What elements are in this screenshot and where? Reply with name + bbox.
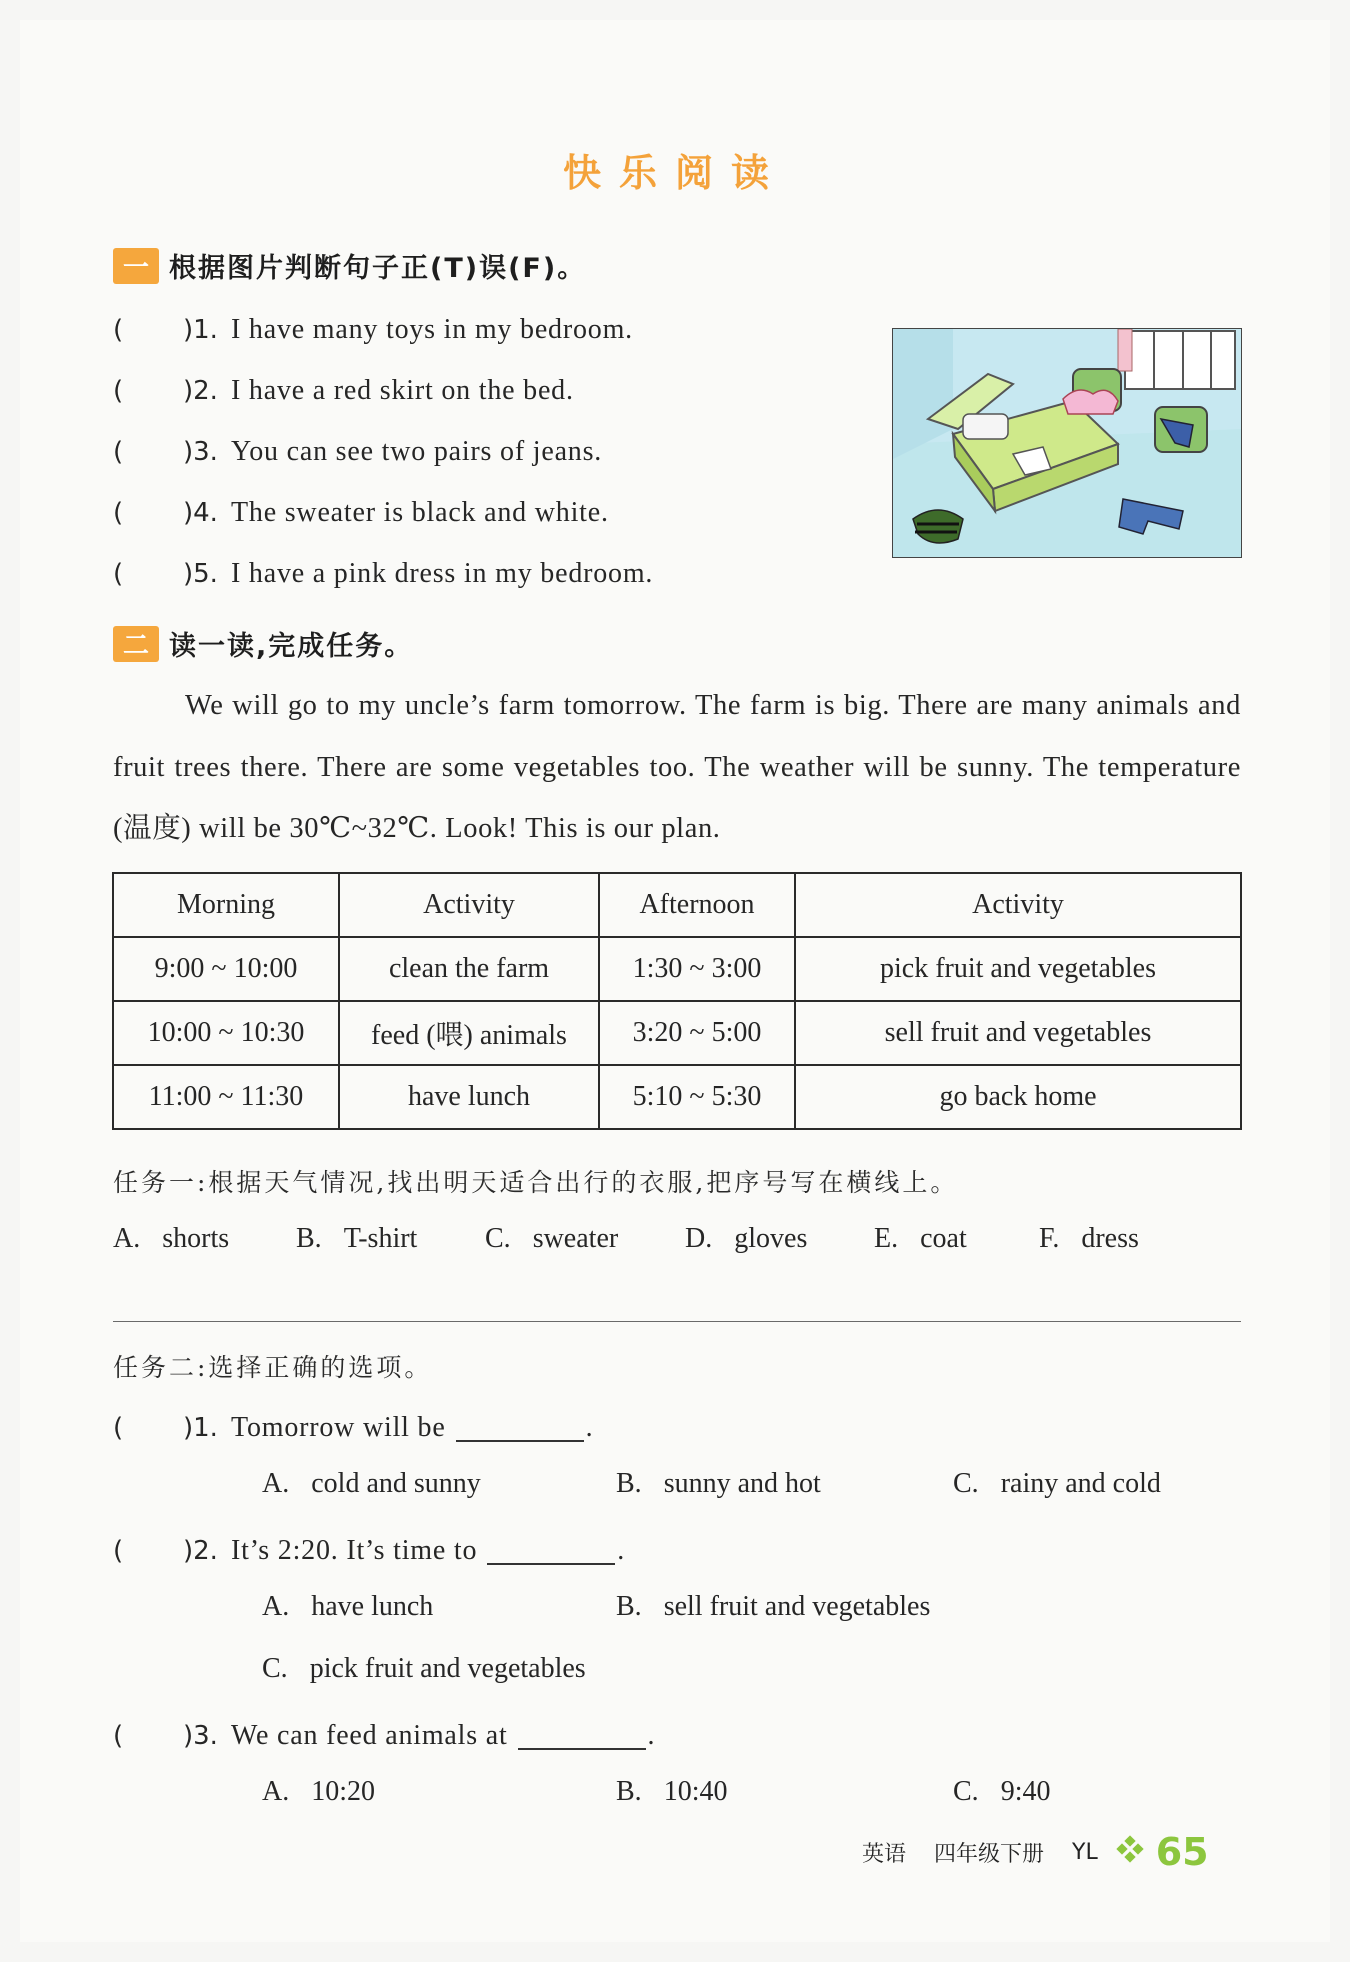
table-cell: go back home — [795, 1065, 1241, 1129]
question-text: You can see two pairs of jeans. — [231, 436, 603, 467]
page-footer — [862, 1830, 1209, 1874]
answer-blank[interactable]: ( — [113, 498, 124, 528]
section-2-header — [113, 624, 413, 663]
option-text: coat — [920, 1223, 967, 1254]
answer-blank[interactable]: ( — [113, 1536, 124, 1566]
answer-blank[interactable]: ( — [113, 1721, 124, 1751]
option-letter: B. — [616, 1591, 642, 1622]
question-text: I have a red skirt on the bed. — [231, 375, 574, 406]
page-title: 快乐阅读 — [562, 151, 787, 195]
answer-blank[interactable]: ( — [113, 1413, 124, 1443]
mc-options — [262, 1591, 930, 1623]
question-text: The sweater is black and white. — [231, 497, 609, 528]
option-letter: E. — [874, 1223, 899, 1254]
option-letter: A. — [262, 1776, 290, 1807]
table-cell: clean the farm — [339, 937, 599, 1001]
section-instruction: 根据图片判断句子正(T)误(F)。 — [169, 253, 587, 284]
option-letter: C. — [953, 1468, 979, 1499]
table-cell: feed (喂) animals — [339, 1001, 599, 1065]
option-item — [1039, 1223, 1139, 1255]
option-text: T-shirt — [343, 1223, 418, 1254]
option-letter: B. — [616, 1468, 642, 1499]
tf-question-list — [113, 308, 873, 596]
clover-icon — [1116, 1835, 1144, 1869]
option-text: have lunch — [311, 1591, 434, 1622]
question-number: )4. — [183, 498, 218, 528]
question-punct: . — [647, 1720, 655, 1751]
option-text: dress — [1081, 1223, 1139, 1254]
question-text: I have a pink dress in my bedroom. — [231, 558, 654, 589]
answer-line[interactable] — [113, 1321, 1241, 1322]
table-cell: 3:20 ~ 5:00 — [599, 1001, 795, 1065]
option-item — [616, 1468, 953, 1500]
option-text: pick fruit and vegetables — [309, 1653, 586, 1684]
option-letter: A. — [262, 1591, 290, 1622]
question-number: )5. — [183, 559, 218, 589]
option-text: sunny and hot — [663, 1468, 821, 1499]
option-text: 9:40 — [1000, 1776, 1051, 1807]
plan-table — [112, 872, 1242, 1130]
window — [1118, 329, 1235, 389]
table-cell: sell fruit and vegetables — [795, 1001, 1241, 1065]
option-item — [616, 1776, 953, 1808]
table-cell: 9:00 ~ 10:00 — [113, 937, 339, 1001]
section-instruction: 读一读,完成任务。 — [169, 631, 414, 662]
table-header: Morning — [113, 873, 339, 937]
option-text: 10:20 — [311, 1776, 376, 1807]
question-text: It’s 2:20. It’s time to — [231, 1535, 478, 1566]
table-header: Activity — [339, 873, 599, 937]
bedroom-illustration — [892, 328, 1242, 558]
tf-question — [113, 369, 873, 413]
tf-question — [113, 491, 873, 535]
table-row — [113, 937, 1241, 1001]
footer-subject: 英语 — [862, 1841, 907, 1867]
option-item — [262, 1591, 616, 1623]
fill-blank[interactable] — [487, 1537, 615, 1565]
mc-question — [113, 1714, 655, 1758]
table-header: Activity — [795, 873, 1241, 937]
option-item — [953, 1468, 1161, 1500]
option-letter: A. — [262, 1468, 290, 1499]
table-cell: 1:30 ~ 3:00 — [599, 937, 795, 1001]
table-row — [113, 1001, 1241, 1065]
question-text: Tomorrow will be — [231, 1412, 446, 1443]
table-cell: pick fruit and vegetables — [795, 937, 1241, 1001]
option-item — [685, 1223, 874, 1255]
option-item — [874, 1223, 1039, 1255]
mc-options — [262, 1653, 586, 1685]
table-header: Afternoon — [599, 873, 795, 937]
option-item — [262, 1468, 616, 1500]
option-item — [953, 1776, 1050, 1808]
option-text: sell fruit and vegetables — [663, 1591, 931, 1622]
option-letter: D. — [685, 1223, 713, 1254]
table-cell: have lunch — [339, 1065, 599, 1129]
question-number: )2. — [183, 1536, 218, 1566]
option-letter: F. — [1039, 1223, 1060, 1254]
section-badge: 二 — [113, 626, 159, 662]
section-badge: 一 — [113, 248, 159, 284]
mc-question — [113, 1529, 624, 1573]
option-item — [113, 1223, 296, 1255]
armchair-front — [1155, 407, 1207, 452]
task-1-title: 任务一:根据天气情况,找出明天适合出行的衣服,把序号写在横线上。 — [113, 1168, 959, 1197]
page-number: 65 — [1155, 1830, 1209, 1874]
option-item — [616, 1591, 930, 1623]
passage-text: We will go to my uncle’s farm tomorrow. The farm is big. There are many animals and fruit trees there. There are some vegetables too. The weather will be sunny. The temperature (温度) will be 30℃~32℃. Look! This is our plan. — [113, 690, 1241, 844]
mc-options — [262, 1468, 1161, 1500]
answer-blank[interactable]: ( — [113, 437, 124, 467]
question-number: )3. — [183, 1721, 218, 1751]
table-row — [113, 1065, 1241, 1129]
table-cell: 11:00 ~ 11:30 — [113, 1065, 339, 1129]
answer-blank[interactable]: ( — [113, 315, 124, 345]
question-text: I have many toys in my bedroom. — [231, 314, 633, 345]
question-number: )1. — [183, 1413, 218, 1443]
option-letter: C. — [953, 1776, 979, 1807]
answer-blank[interactable]: ( — [113, 559, 124, 589]
table-cell: 5:10 ~ 5:30 — [599, 1065, 795, 1129]
reading-passage — [113, 675, 1241, 860]
question-number: )1. — [183, 315, 218, 345]
option-letter: C. — [262, 1653, 288, 1684]
tf-question — [113, 308, 873, 352]
bedroom-scene — [893, 329, 1241, 557]
tf-question — [113, 430, 873, 474]
question-number: )3. — [183, 437, 218, 467]
tf-question — [113, 552, 873, 596]
option-item — [262, 1653, 586, 1685]
footer-edition: YL — [1072, 1839, 1098, 1865]
option-text: gloves — [734, 1223, 808, 1254]
option-item — [485, 1223, 685, 1255]
option-letter: C. — [485, 1223, 511, 1254]
task-2-title: 任务二:选择正确的选项。 — [113, 1353, 433, 1382]
answer-blank[interactable]: ( — [113, 376, 124, 406]
question-punct: . — [617, 1535, 625, 1566]
option-text: sweater — [532, 1223, 619, 1254]
section-1-header — [113, 246, 586, 285]
fill-blank[interactable] — [518, 1722, 646, 1750]
option-text: shorts — [162, 1223, 230, 1254]
question-punct: . — [585, 1412, 593, 1443]
question-number: )2. — [183, 376, 218, 406]
option-item — [296, 1223, 485, 1255]
option-text: rainy and cold — [1000, 1468, 1161, 1499]
option-letter: A. — [113, 1223, 141, 1254]
option-letter: B. — [616, 1776, 642, 1807]
option-item — [262, 1776, 616, 1808]
mc-question — [113, 1406, 593, 1450]
mc-options — [262, 1776, 1050, 1808]
option-text: 10:40 — [663, 1776, 728, 1807]
table-header-row — [113, 873, 1241, 937]
option-text: cold and sunny — [311, 1468, 481, 1499]
fill-blank[interactable] — [456, 1414, 584, 1442]
footer-grade: 四年级下册 — [934, 1841, 1045, 1867]
option-letter: B. — [296, 1223, 322, 1254]
question-text: We can feed animals at — [231, 1720, 508, 1751]
table-cell: 10:00 ~ 10:30 — [113, 1001, 339, 1065]
task-1-options — [113, 1223, 1139, 1255]
